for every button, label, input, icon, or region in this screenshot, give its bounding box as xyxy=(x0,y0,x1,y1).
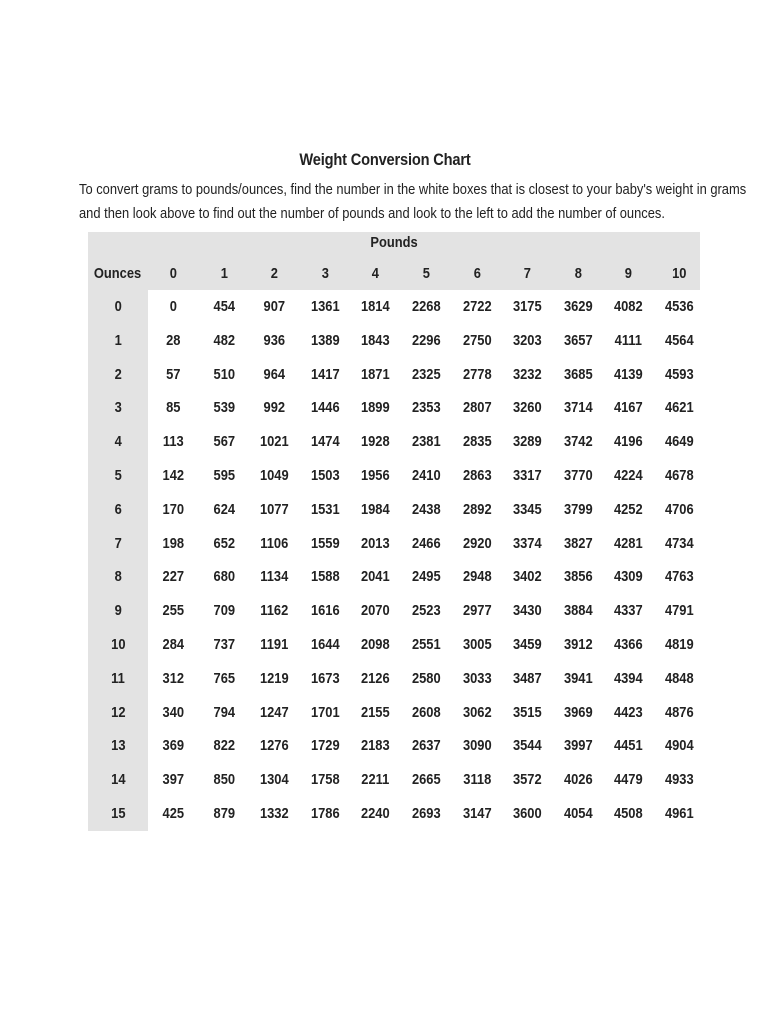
ounces-cell: 9 xyxy=(88,594,148,628)
grams-cell: 4904 xyxy=(664,737,694,755)
grams-cell: 3685 xyxy=(563,365,593,383)
grams-cell: 3289 xyxy=(513,433,542,451)
grams-cell: 1049 xyxy=(260,466,289,484)
table-row xyxy=(88,594,700,628)
grams-cell: 3799 xyxy=(563,500,593,518)
grams-cell: 1843 xyxy=(361,331,391,349)
grams-cell: 2410 xyxy=(411,466,441,484)
grams-cell: 4819 xyxy=(664,635,694,653)
grams-cell: 3827 xyxy=(563,534,593,552)
table-row xyxy=(88,391,700,425)
grams-cell: 4111 xyxy=(615,331,643,349)
grams-cell: 680 xyxy=(213,568,235,586)
grams-cell: 369 xyxy=(162,737,185,755)
instructions xyxy=(79,178,747,226)
grams-cell: 4281 xyxy=(614,534,643,552)
grams-cell: 2807 xyxy=(462,399,492,417)
grams-cell: 1729 xyxy=(310,737,340,755)
grams-cell: 1503 xyxy=(310,466,340,484)
grams-cell: 2835 xyxy=(462,433,492,451)
grams-cell: 85 xyxy=(166,399,181,417)
table-row xyxy=(88,425,700,459)
grams-cell: 1474 xyxy=(310,433,340,451)
grams-cell: 482 xyxy=(213,331,235,349)
grams-cell: 2977 xyxy=(462,602,492,620)
grams-cell: 3572 xyxy=(513,771,542,789)
ounces-cell: 4 xyxy=(88,425,148,459)
ounces-cell: 15 xyxy=(88,797,148,831)
ounces-cell: 14 xyxy=(88,763,148,797)
grams-cell: 4139 xyxy=(614,365,643,383)
instructions-line: and then look above to find out the number of pounds and look to the left to add the number of ounces. xyxy=(79,205,665,222)
grams-cell: 1786 xyxy=(310,804,340,822)
header-row xyxy=(88,262,700,286)
grams-cell: 2722 xyxy=(462,298,492,315)
grams-cell: 2608 xyxy=(411,703,441,721)
grams-cell: 2325 xyxy=(411,365,441,383)
grams-cell: 397 xyxy=(162,771,185,789)
table-row xyxy=(88,527,700,561)
grams-cell: 4848 xyxy=(664,669,694,687)
grams-cell: 3884 xyxy=(563,602,593,620)
grams-cell: 340 xyxy=(162,703,185,721)
grams-cell: 4054 xyxy=(563,804,593,822)
grams-cell: 2665 xyxy=(411,771,441,789)
grams-cell: 1276 xyxy=(260,737,289,755)
grams-cell: 1928 xyxy=(361,433,391,451)
grams-cell: 2438 xyxy=(411,500,441,518)
grams-cell: 4933 xyxy=(664,771,694,789)
grams-cell: 2693 xyxy=(411,804,441,822)
grams-cell: 1417 xyxy=(310,365,340,383)
grams-cell: 0 xyxy=(169,298,177,315)
grams-cell: 3856 xyxy=(563,568,593,586)
grams-cell: 567 xyxy=(213,433,235,451)
grams-cell: 3232 xyxy=(513,365,542,383)
ounces-cell: 10 xyxy=(88,628,148,662)
grams-cell: 1446 xyxy=(310,399,340,417)
table-row xyxy=(88,459,700,493)
grams-cell: 2183 xyxy=(361,737,391,755)
grams-cell: 4763 xyxy=(664,568,694,586)
pounds-header-cell: 0 xyxy=(169,265,177,282)
ounces-cell: 0 xyxy=(88,290,148,324)
grams-cell: 57 xyxy=(166,365,181,383)
grams-cell: 198 xyxy=(162,534,185,552)
pounds-header-cell: 1 xyxy=(220,265,228,282)
grams-cell: 4678 xyxy=(664,466,694,484)
grams-cell: 3629 xyxy=(563,298,593,315)
grams-cell: 992 xyxy=(263,399,286,417)
grams-cell: 2523 xyxy=(411,602,441,620)
grams-cell: 2126 xyxy=(361,669,391,687)
grams-cell: 794 xyxy=(213,703,235,721)
pounds-columns xyxy=(148,262,705,286)
grams-cell: 3997 xyxy=(563,737,593,755)
grams-cell: 4224 xyxy=(614,466,643,484)
grams-cell: 737 xyxy=(213,635,235,653)
grams-cell: 3912 xyxy=(563,635,593,653)
grams-cell: 4196 xyxy=(614,433,643,451)
table-row xyxy=(88,560,700,594)
table-body xyxy=(88,290,700,831)
grams-cell: 1758 xyxy=(310,771,340,789)
grams-cell: 4366 xyxy=(614,635,643,653)
table-row xyxy=(88,696,700,730)
grams-cell: 4536 xyxy=(664,298,694,315)
grams-cell: 3260 xyxy=(513,399,542,417)
ounces-cell: 11 xyxy=(88,662,148,696)
ounces-cell: 3 xyxy=(88,391,148,425)
grams-cell: 4876 xyxy=(664,703,694,721)
table-row xyxy=(88,662,700,696)
grams-cell: 4026 xyxy=(563,771,593,789)
grams-cell: 4593 xyxy=(664,365,694,383)
grams-cell: 4167 xyxy=(614,399,643,417)
grams-cell: 1559 xyxy=(310,534,340,552)
grams-cell: 1899 xyxy=(361,399,391,417)
grams-cell: 1106 xyxy=(260,534,289,552)
grams-cell: 2778 xyxy=(462,365,492,383)
ounces-label: Ounces xyxy=(94,265,142,282)
grams-cell: 1701 xyxy=(310,703,340,721)
table-row xyxy=(88,358,700,392)
grams-cell: 2353 xyxy=(411,399,441,417)
grams-cell: 1588 xyxy=(310,568,340,586)
grams-cell: 1219 xyxy=(260,669,289,687)
grams-cell: 3203 xyxy=(513,331,542,349)
pounds-header-cell: 2 xyxy=(270,265,279,282)
grams-cell: 2013 xyxy=(361,534,391,552)
grams-cell: 170 xyxy=(162,500,185,518)
grams-cell: 1389 xyxy=(310,331,340,349)
grams-cell: 227 xyxy=(162,568,185,586)
ounces-cell: 12 xyxy=(88,696,148,730)
table-row xyxy=(88,763,700,797)
grams-cell: 3005 xyxy=(462,635,492,653)
grams-cell: 3770 xyxy=(563,466,593,484)
pounds-header-cell: 3 xyxy=(321,265,329,282)
pounds-header-cell: 5 xyxy=(422,265,430,282)
table-row xyxy=(88,797,700,831)
grams-cell: 2580 xyxy=(411,669,441,687)
pounds-header-cell: 7 xyxy=(523,265,532,282)
grams-cell: 4082 xyxy=(614,298,643,315)
grams-cell: 3941 xyxy=(563,669,593,687)
grams-cell: 2268 xyxy=(411,298,441,315)
grams-cell: 907 xyxy=(263,298,286,315)
grams-cell: 2495 xyxy=(411,568,441,586)
grams-cell: 1247 xyxy=(260,703,289,721)
grams-cell: 4337 xyxy=(614,602,643,620)
grams-cell: 4961 xyxy=(664,804,694,822)
grams-cell: 510 xyxy=(213,365,235,383)
grams-cell: 1956 xyxy=(361,466,391,484)
grams-cell: 4564 xyxy=(664,331,694,349)
grams-cell: 3090 xyxy=(462,737,492,755)
grams-cell: 312 xyxy=(162,669,185,687)
grams-cell: 3345 xyxy=(513,500,542,518)
grams-cell: 2155 xyxy=(361,703,391,721)
grams-cell: 1644 xyxy=(310,635,340,653)
grams-cell: 28 xyxy=(166,331,181,349)
grams-cell: 879 xyxy=(213,804,235,822)
table-row xyxy=(88,324,700,358)
grams-cell: 3969 xyxy=(563,703,593,721)
pounds-header-cell: 10 xyxy=(672,265,687,282)
page-title: Weight Conversion Chart xyxy=(299,150,471,169)
grams-cell: 3062 xyxy=(462,703,492,721)
grams-cell: 4621 xyxy=(664,399,694,417)
grams-cell: 2466 xyxy=(411,534,441,552)
pounds-header-cell: 8 xyxy=(574,265,582,282)
ounces-cell: 5 xyxy=(88,459,148,493)
table-header xyxy=(88,232,700,290)
grams-cell: 1191 xyxy=(260,635,289,653)
grams-cell: 142 xyxy=(162,466,185,484)
grams-cell: 4451 xyxy=(614,737,643,755)
grams-cell: 1531 xyxy=(310,500,340,518)
ounces-cell: 13 xyxy=(88,729,148,763)
grams-cell: 1134 xyxy=(260,568,289,586)
grams-cell: 454 xyxy=(213,298,235,315)
table-row xyxy=(88,290,700,324)
grams-cell: 2296 xyxy=(411,331,441,349)
conversion-table xyxy=(88,232,700,831)
pounds-header-cell: 4 xyxy=(372,265,380,282)
grams-cell: 822 xyxy=(213,737,235,755)
grams-cell: 1304 xyxy=(260,771,289,789)
grams-cell: 1871 xyxy=(361,365,391,383)
grams-cell: 3515 xyxy=(513,703,542,721)
grams-cell: 2240 xyxy=(361,804,391,822)
pounds-header-cell: 6 xyxy=(473,265,481,282)
grams-cell: 3033 xyxy=(462,669,492,687)
grams-cell: 2863 xyxy=(462,466,492,484)
grams-cell: 1332 xyxy=(260,804,289,822)
grams-cell: 3402 xyxy=(513,568,542,586)
grams-cell: 1984 xyxy=(361,500,391,518)
table-row xyxy=(88,729,700,763)
grams-cell: 1077 xyxy=(260,500,289,518)
grams-cell: 4706 xyxy=(664,500,694,518)
ounces-cell: 1 xyxy=(88,324,148,358)
grams-cell: 3544 xyxy=(513,737,542,755)
grams-cell: 3742 xyxy=(563,433,593,451)
grams-cell: 3487 xyxy=(513,669,542,687)
table-row xyxy=(88,628,700,662)
grams-cell: 2920 xyxy=(462,534,492,552)
grams-cell: 624 xyxy=(213,500,235,518)
grams-cell: 709 xyxy=(213,602,235,620)
grams-cell: 652 xyxy=(213,534,235,552)
ounces-cell: 8 xyxy=(88,560,148,594)
grams-cell: 2551 xyxy=(411,635,441,653)
grams-cell: 1162 xyxy=(260,602,289,620)
grams-cell: 3459 xyxy=(513,635,542,653)
grams-cell: 2948 xyxy=(462,568,492,586)
grams-cell: 3175 xyxy=(513,298,542,315)
grams-cell: 284 xyxy=(162,635,185,653)
grams-cell: 3657 xyxy=(563,331,593,349)
ounces-cell: 6 xyxy=(88,493,148,527)
grams-cell: 4734 xyxy=(664,534,694,552)
pounds-label: Pounds xyxy=(370,234,418,251)
grams-cell: 850 xyxy=(213,771,235,789)
pounds-header-cell: 9 xyxy=(625,265,633,282)
grams-cell: 2070 xyxy=(361,602,391,620)
grams-cell: 2892 xyxy=(462,500,492,518)
grams-cell: 2381 xyxy=(411,433,441,451)
grams-cell: 2041 xyxy=(361,568,391,586)
grams-cell: 3430 xyxy=(513,602,542,620)
grams-cell: 2637 xyxy=(411,737,441,755)
grams-cell: 1021 xyxy=(260,433,289,451)
grams-cell: 2750 xyxy=(462,331,492,349)
grams-cell: 3317 xyxy=(513,466,542,484)
grams-cell: 4252 xyxy=(614,500,643,518)
grams-cell: 4394 xyxy=(614,669,643,687)
grams-cell: 3374 xyxy=(513,534,542,552)
grams-cell: 3714 xyxy=(563,399,593,417)
grams-cell: 4791 xyxy=(664,602,694,620)
grams-cell: 2098 xyxy=(361,635,391,653)
grams-cell: 539 xyxy=(213,399,235,417)
grams-cell: 595 xyxy=(213,466,235,484)
instructions-line: To convert grams to pounds/ounces, find the number in the white boxes that is closest to your baby's weight in grams xyxy=(79,181,747,198)
grams-cell: 2211 xyxy=(361,771,390,789)
grams-cell: 964 xyxy=(263,365,286,383)
grams-cell: 1361 xyxy=(310,298,340,315)
ounces-cell: 7 xyxy=(88,527,148,561)
grams-cell: 4309 xyxy=(614,568,643,586)
grams-cell: 3600 xyxy=(513,804,542,822)
grams-cell: 1814 xyxy=(361,298,391,315)
grams-cell: 4649 xyxy=(664,433,694,451)
grams-cell: 1616 xyxy=(310,602,340,620)
table-row xyxy=(88,493,700,527)
ounces-cell: 2 xyxy=(88,358,148,392)
grams-cell: 936 xyxy=(263,331,286,349)
grams-cell: 1673 xyxy=(310,669,340,687)
grams-cell: 3118 xyxy=(462,771,491,789)
grams-cell: 4508 xyxy=(614,804,643,822)
grams-cell: 255 xyxy=(162,602,185,620)
grams-cell: 113 xyxy=(162,433,184,451)
grams-cell: 3147 xyxy=(462,804,492,822)
grams-cell: 765 xyxy=(213,669,235,687)
grams-cell: 4423 xyxy=(614,703,643,721)
grams-cell: 425 xyxy=(162,804,185,822)
grams-cell: 4479 xyxy=(614,771,643,789)
